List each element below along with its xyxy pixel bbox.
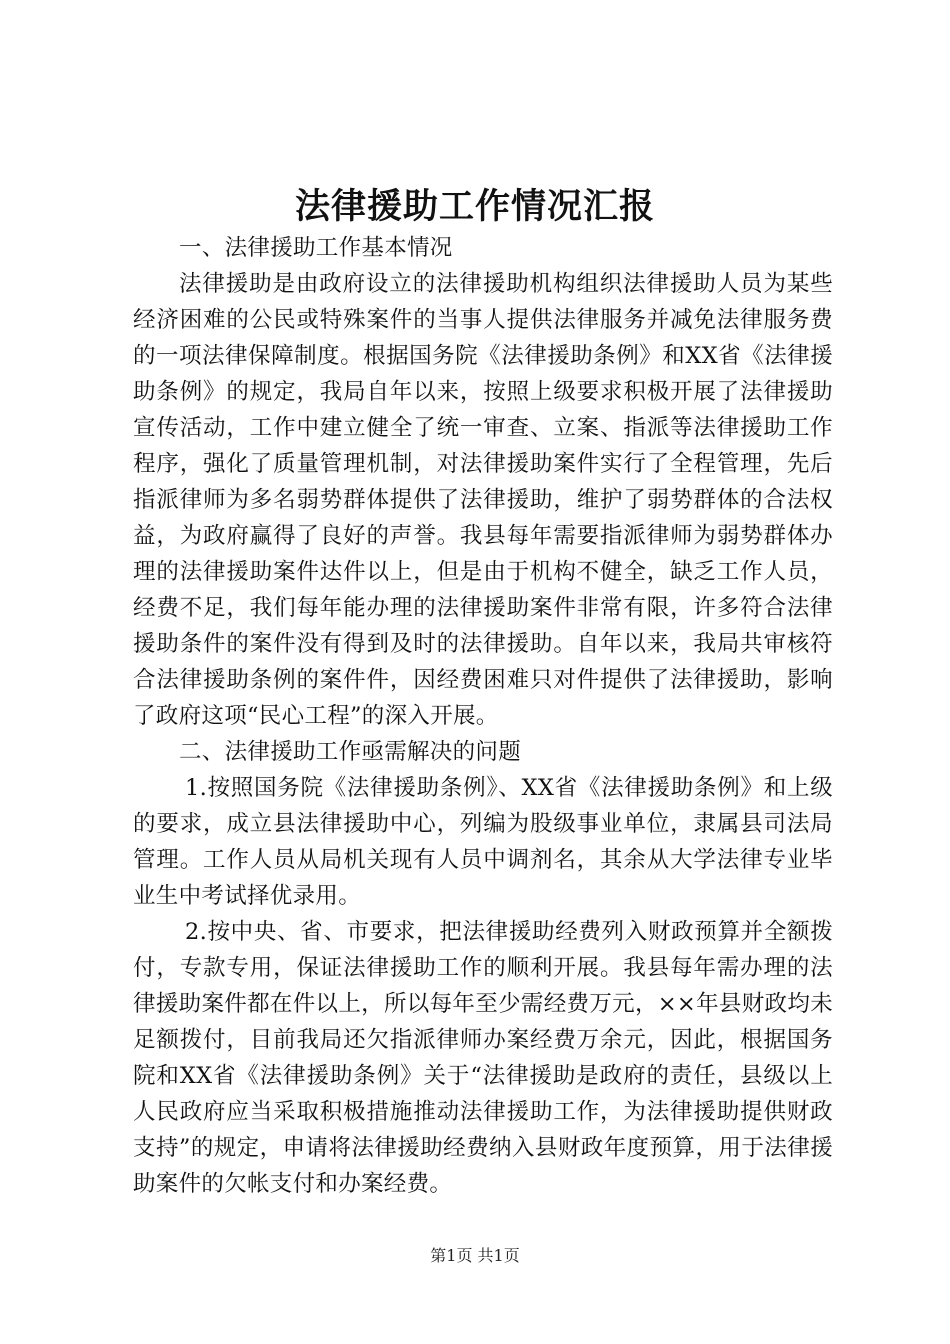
paragraph-basic-situation: 法律援助是由政府设立的法律援助机构组织法律援助人员为某些经济困难的公民或特殊案件的当事人提供法律服务并减免法律服务费的一项法律保障制度。根据国务院《法律援助条例》和XX省《法律援助条例》的规定，我局自年以来，按照上级要求积极开展了法律援助宣传活动，工作中建立健全了统一审查、立案、指派等法律援助工作程序，强化了质量管理机制，对法律援助案件实行了全程管理，先后指派律师为多名弱势群体提供了法律援助，维护了弱势群体的合法权益，为政府赢得了良好的声誉。我县每年需要指派律师为弱势群体办理的法律援助案件达件以上，但是由于机构不健全，缺乏工作人员，经费不足，我们每年能办理的法律援助案件非常有限，许多符合法律援助条件的案件没有得到及时的法律援助。自年以来，我局共审核符合法律援助条例的案件件，因经费困难只对件提供了法律援助，影响了政府这项“民心工程”的深入开展。	[133, 271, 833, 729]
section-heading-1: 一、法律援助工作基本情况	[179, 235, 453, 261]
paragraph-item-2: 2.按中央、省、市要求，把法律援助经费列入财政预算并全额拨付，专款专用，保证法律援助工作的顺利开展。我县每年需办理的法律援助案件都在件以上，所以每年至少需经费万元，××年县财政均未足额拨付，目前我局还欠指派律师办案经费万余元，因此，根据国务院和XX省《法律援助条例》关于“法律援助是政府的责任，县级以上人民政府应当采取积极措施推动法律援助工作，为法律援助提供财政支持”的规定，申请将法律援助经费纳入县财政年度预算，用于法律援助案件的欠帐支付和办案经费。	[133, 919, 833, 1197]
page-footer: 第1页 共1页	[430, 1246, 520, 1265]
paragraph-item-1: 1.按照国务院《法律援助条例》、XX省《法律援助条例》和上级的要求，成立县法律援助中心，列编为股级事业单位，隶属县司法局管理。工作人员从局机关现有人员中调剂名，其余从大学法律专业毕业生中考试择优录用。	[133, 775, 833, 909]
document-body	[133, 230, 833, 1202]
document-title: 法律援助工作情况汇报	[294, 186, 655, 227]
section-heading-2: 二、法律援助工作亟需解决的问题	[179, 739, 522, 765]
